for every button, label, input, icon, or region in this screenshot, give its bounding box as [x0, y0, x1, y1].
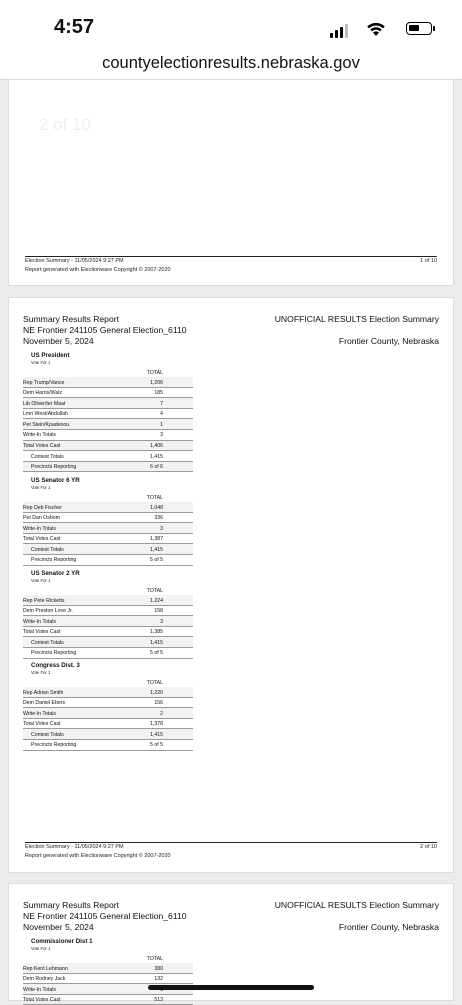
- total-column-header: TOTAL: [146, 956, 163, 962]
- row-label: Rep Deb Fischer: [23, 504, 62, 511]
- row-label: Precincts Reporting: [31, 650, 77, 657]
- address-bar[interactable]: [0, 52, 462, 80]
- row-value: 185: [154, 390, 163, 397]
- table-row: [23, 377, 193, 388]
- race-vote-for: Vote For 1: [31, 946, 51, 951]
- row-value: 1,415: [150, 546, 163, 553]
- row-value: 1,220: [150, 689, 163, 696]
- footer-page-number: 2 of 10: [420, 844, 437, 850]
- row-label: Total Votes Cast: [23, 443, 61, 450]
- race-title: US Senator 6 YR: [31, 477, 80, 484]
- row-label: Pet Dan Osborn: [23, 515, 61, 522]
- row-value: 156: [154, 700, 163, 707]
- table-row: [23, 729, 193, 740]
- results-status: UNOFFICIAL RESULTS Election Summary: [274, 314, 439, 324]
- election-date: November 5, 2024: [23, 336, 94, 346]
- total-column-header: TOTAL: [146, 588, 163, 594]
- table-row: [23, 398, 193, 409]
- total-column-header: TOTAL: [146, 370, 163, 376]
- row-label: Precincts Reporting: [31, 464, 77, 471]
- row-value: 336: [154, 515, 163, 522]
- table-row: [23, 648, 193, 659]
- footer-rule: [25, 256, 437, 257]
- row-value: 5 of 5: [150, 557, 163, 564]
- row-value: 2: [160, 710, 163, 717]
- table-row: [23, 523, 193, 534]
- race-vote-for: Vote For 1: [31, 670, 51, 675]
- row-label: Contest Totals: [31, 546, 64, 553]
- row-label: Write-In Totals: [23, 432, 56, 439]
- home-indicator[interactable]: [148, 985, 314, 990]
- race-title: Congress Dist. 3: [31, 662, 80, 669]
- table-row: [23, 606, 193, 617]
- table-row: [23, 740, 193, 751]
- race-vote-for: Vote For 1: [31, 485, 51, 490]
- race-block: [23, 662, 193, 751]
- table-row: [23, 595, 193, 606]
- row-value: 4: [160, 411, 163, 418]
- row-value: 1,048: [150, 504, 163, 511]
- row-label: Total Votes Cast: [23, 721, 61, 728]
- race-rows: [23, 963, 193, 1005]
- race-title: US President: [31, 352, 70, 359]
- row-label: Lmn West/Abdullah: [23, 411, 68, 418]
- results-status: UNOFFICIAL RESULTS Election Summary: [274, 900, 439, 910]
- row-label: Write-In Totals: [23, 525, 56, 532]
- status-bar: [0, 0, 462, 52]
- table-row: [23, 963, 193, 974]
- footer-copyright: Report generated with Electionware Copyright © 2007-2020: [25, 853, 171, 859]
- cellular-signal-icon: [330, 22, 350, 38]
- row-label: Dem Preston Love Jr.: [23, 608, 73, 615]
- table-row: [23, 513, 193, 524]
- row-value: 1,415: [150, 639, 163, 646]
- row-value: 1,415: [150, 453, 163, 460]
- pdf-page-1: [9, 80, 453, 285]
- url-text[interactable]: countyelectionresults.nebraska.gov: [102, 54, 360, 72]
- footer-rule: [25, 842, 437, 843]
- total-column-header: TOTAL: [146, 495, 163, 501]
- total-column-header: TOTAL: [146, 680, 163, 686]
- row-value: 5 of 5: [150, 650, 163, 657]
- election-name: NE Frontier 241105 General Election_6110: [23, 911, 187, 921]
- row-label: Rep Kent Lehmann: [23, 965, 68, 972]
- row-label: Write-In Totals: [23, 618, 56, 625]
- election-name: NE Frontier 241105 General Election_6110: [23, 325, 187, 335]
- report-title: Summary Results Report: [23, 314, 119, 324]
- race-title: US Senator 2 YR: [31, 570, 80, 577]
- race-commissioner-dist-1: [23, 938, 193, 1005]
- county-name: Frontier County, Nebraska: [338, 336, 439, 346]
- table-row: [23, 698, 193, 709]
- status-time: 4:57: [54, 16, 95, 38]
- row-value: 1: [160, 421, 163, 428]
- table-row: [23, 534, 193, 545]
- race-title: Commissioner Dist 1: [31, 938, 93, 945]
- table-row: [23, 616, 193, 627]
- battery-icon: [406, 22, 432, 35]
- row-value: 3: [160, 525, 163, 532]
- table-row: [23, 409, 193, 420]
- race-block: [23, 477, 193, 566]
- row-value: 1,206: [150, 379, 163, 386]
- pdf-page-3: [9, 884, 453, 1004]
- row-value: 1,415: [150, 731, 163, 738]
- row-label: Rep Pete Ricketts: [23, 597, 65, 604]
- row-value: 7: [160, 400, 163, 407]
- row-label: Dem Harris/Walz: [23, 390, 63, 397]
- table-row: [23, 974, 193, 985]
- footer-copyright: Report generated with Electionware Copyright © 2007-2020: [25, 267, 171, 273]
- table-row: [23, 430, 193, 441]
- row-label: Pet Stein/Kpadenou: [23, 421, 70, 428]
- row-label: Dem Daniel Ebers: [23, 700, 66, 707]
- table-row: [23, 544, 193, 555]
- row-value: 1,378: [150, 721, 163, 728]
- row-label: Rep Trump/Vance: [23, 379, 65, 386]
- row-label: Contest Totals: [31, 453, 64, 460]
- table-row: [23, 555, 193, 566]
- table-row: [23, 441, 193, 452]
- row-value: 3: [160, 432, 163, 439]
- row-label: Precincts Reporting: [31, 742, 77, 749]
- row-value: 6 of 6: [150, 464, 163, 471]
- row-value: 1,385: [150, 629, 163, 636]
- row-value: 5 of 5: [150, 742, 163, 749]
- footer-page-number: 1 of 10: [420, 258, 437, 264]
- county-name: Frontier County, Nebraska: [338, 922, 439, 932]
- row-value: 132: [154, 976, 163, 983]
- race-vote-for: Vote For 1: [31, 360, 51, 365]
- row-label: Total Votes Cast: [23, 536, 61, 543]
- table-row: [23, 637, 193, 648]
- row-value: 380: [154, 965, 163, 972]
- table-row: [23, 708, 193, 719]
- table-row: [23, 388, 193, 399]
- pdf-page-2: [9, 298, 453, 872]
- table-row: [23, 462, 193, 473]
- footer-summary: Election Summary - 11/05/2024 9:27 PM: [25, 844, 124, 850]
- row-label: Lib Oliver/ter Maat: [23, 400, 66, 407]
- row-value: 1,387: [150, 536, 163, 543]
- footer-summary: Election Summary - 11/05/2024 9:27 PM: [25, 258, 124, 264]
- row-label: Contest Totals: [31, 731, 64, 738]
- row-label: Precincts Reporting: [31, 557, 77, 564]
- election-date: November 5, 2024: [23, 922, 94, 932]
- row-label: Rep Adrian Smith: [23, 689, 64, 696]
- report-title: Summary Results Report: [23, 900, 119, 910]
- table-row: [23, 627, 193, 638]
- row-label: Contest Totals: [31, 639, 64, 646]
- table-row: [23, 419, 193, 430]
- row-value: 1,224: [150, 597, 163, 604]
- table-row: [23, 502, 193, 513]
- row-label: Dem Rodney Jack: [23, 976, 66, 983]
- race-block: [23, 352, 193, 472]
- row-label: Total Votes Cast: [23, 629, 61, 636]
- row-label: Write-In Totals: [23, 710, 56, 717]
- row-value: 158: [154, 608, 163, 615]
- wifi-icon: [366, 20, 386, 38]
- table-row: [23, 719, 193, 730]
- row-value: 1,406: [150, 443, 163, 450]
- race-vote-for: Vote For 1: [31, 578, 51, 583]
- row-label: Write-In Totals: [23, 986, 56, 993]
- race-block: [23, 570, 193, 659]
- table-row: [23, 451, 193, 462]
- row-value: 3: [160, 618, 163, 625]
- ghost-page-number: 2 of 10: [39, 115, 91, 134]
- row-value: 513: [154, 997, 163, 1004]
- row-label: Total Votes Cast: [23, 997, 61, 1004]
- table-row: [23, 687, 193, 698]
